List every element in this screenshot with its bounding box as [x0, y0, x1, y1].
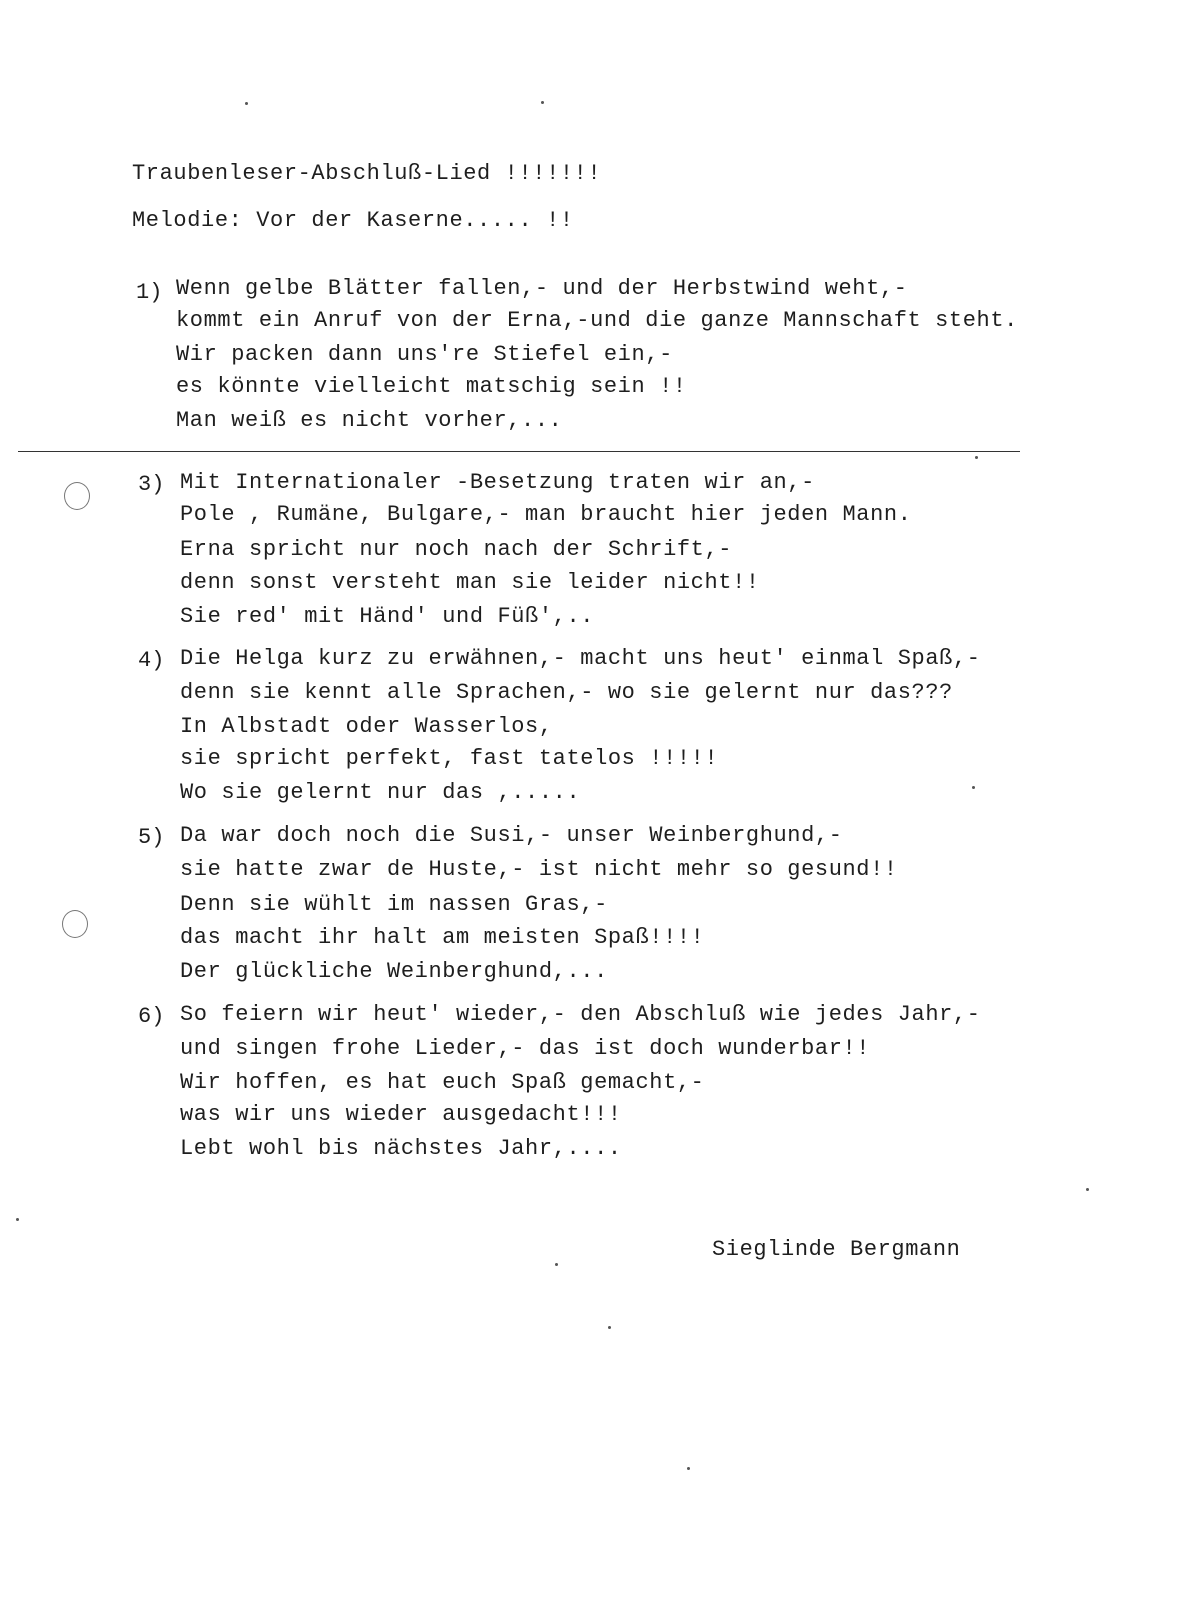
verse-line: es könnte vielleicht matschig sein !! — [176, 374, 687, 399]
verse-line: Sie red' mit Händ' und Füß',.. — [180, 604, 595, 629]
verse-line: denn sonst versteht man sie leider nicht!! — [180, 570, 760, 595]
punch-hole-icon — [62, 910, 88, 938]
verse-number: 5) — [138, 825, 165, 850]
verse-line: Wir packen dann uns're Stiefel ein,- — [176, 342, 673, 367]
verse-number: 4) — [138, 648, 165, 673]
scan-speck — [608, 1326, 611, 1329]
verse-line: Lebt wohl bis nächstes Jahr,.... — [180, 1136, 622, 1161]
verse-line: Man weiß es nicht vorher,... — [176, 408, 563, 433]
verse-line: und singen frohe Lieder,- das ist doch wunderbar!! — [180, 1036, 871, 1061]
verse-number: 3) — [138, 472, 165, 497]
cut-line-divider — [18, 451, 1020, 452]
punch-hole-icon — [64, 482, 90, 510]
verse-line: sie spricht perfekt, fast tatelos !!!!! — [180, 746, 719, 771]
scan-speck — [687, 1467, 690, 1470]
verse-number: 1) — [136, 280, 163, 305]
verse-line: Wir hoffen, es hat euch Spaß gemacht,- — [180, 1070, 705, 1095]
verse-line: Pole , Rumäne, Bulgare,- man braucht hier jeden Mann. — [180, 502, 912, 527]
verse-line: kommt ein Anruf von der Erna,-und die ganze Mannschaft steht. — [176, 308, 1018, 333]
author-signature: Sieglinde Bergmann — [712, 1237, 961, 1262]
verse-line: Denn sie wühlt im nassen Gras,- — [180, 892, 608, 917]
scan-speck — [541, 101, 544, 104]
scan-speck — [16, 1218, 19, 1221]
melody-note: Melodie: Vor der Kaserne..... !! — [132, 208, 574, 233]
verse-line: Erna spricht nur noch nach der Schrift,- — [180, 537, 733, 562]
verse-line: So feiern wir heut' wieder,- den Abschluß wie jedes Jahr,- — [180, 1002, 981, 1027]
verse-line: Wo sie gelernt nur das ,..... — [180, 780, 581, 805]
scan-speck — [975, 456, 978, 459]
scan-speck — [245, 102, 248, 105]
verse-line: In Albstadt oder Wasserlos, — [180, 714, 553, 739]
scan-speck — [1086, 1188, 1089, 1191]
verse-line: Der glückliche Weinberghund,... — [180, 959, 608, 984]
verse-line: was wir uns wieder ausgedacht!!! — [180, 1102, 622, 1127]
verse-line: Die Helga kurz zu erwähnen,- macht uns heut' einmal Spaß,- — [180, 646, 981, 671]
song-title: Traubenleser-Abschluß-Lied !!!!!!! — [132, 161, 602, 186]
verse-line: Wenn gelbe Blätter fallen,- und der Herbstwind weht,- — [176, 276, 908, 301]
verse-line: Da war doch noch die Susi,- unser Weinberghund,- — [180, 823, 843, 848]
verse-line: das macht ihr halt am meisten Spaß!!!! — [180, 925, 705, 950]
verse-line: sie hatte zwar de Huste,- ist nicht mehr so gesund!! — [180, 857, 898, 882]
scan-speck — [555, 1263, 558, 1266]
verse-line: denn sie kennt alle Sprachen,- wo sie gelernt nur das??? — [180, 680, 953, 705]
scan-speck — [972, 786, 975, 789]
verse-line: Mit Internationaler -Besetzung traten wir an,- — [180, 470, 815, 495]
verse-number: 6) — [138, 1004, 165, 1029]
